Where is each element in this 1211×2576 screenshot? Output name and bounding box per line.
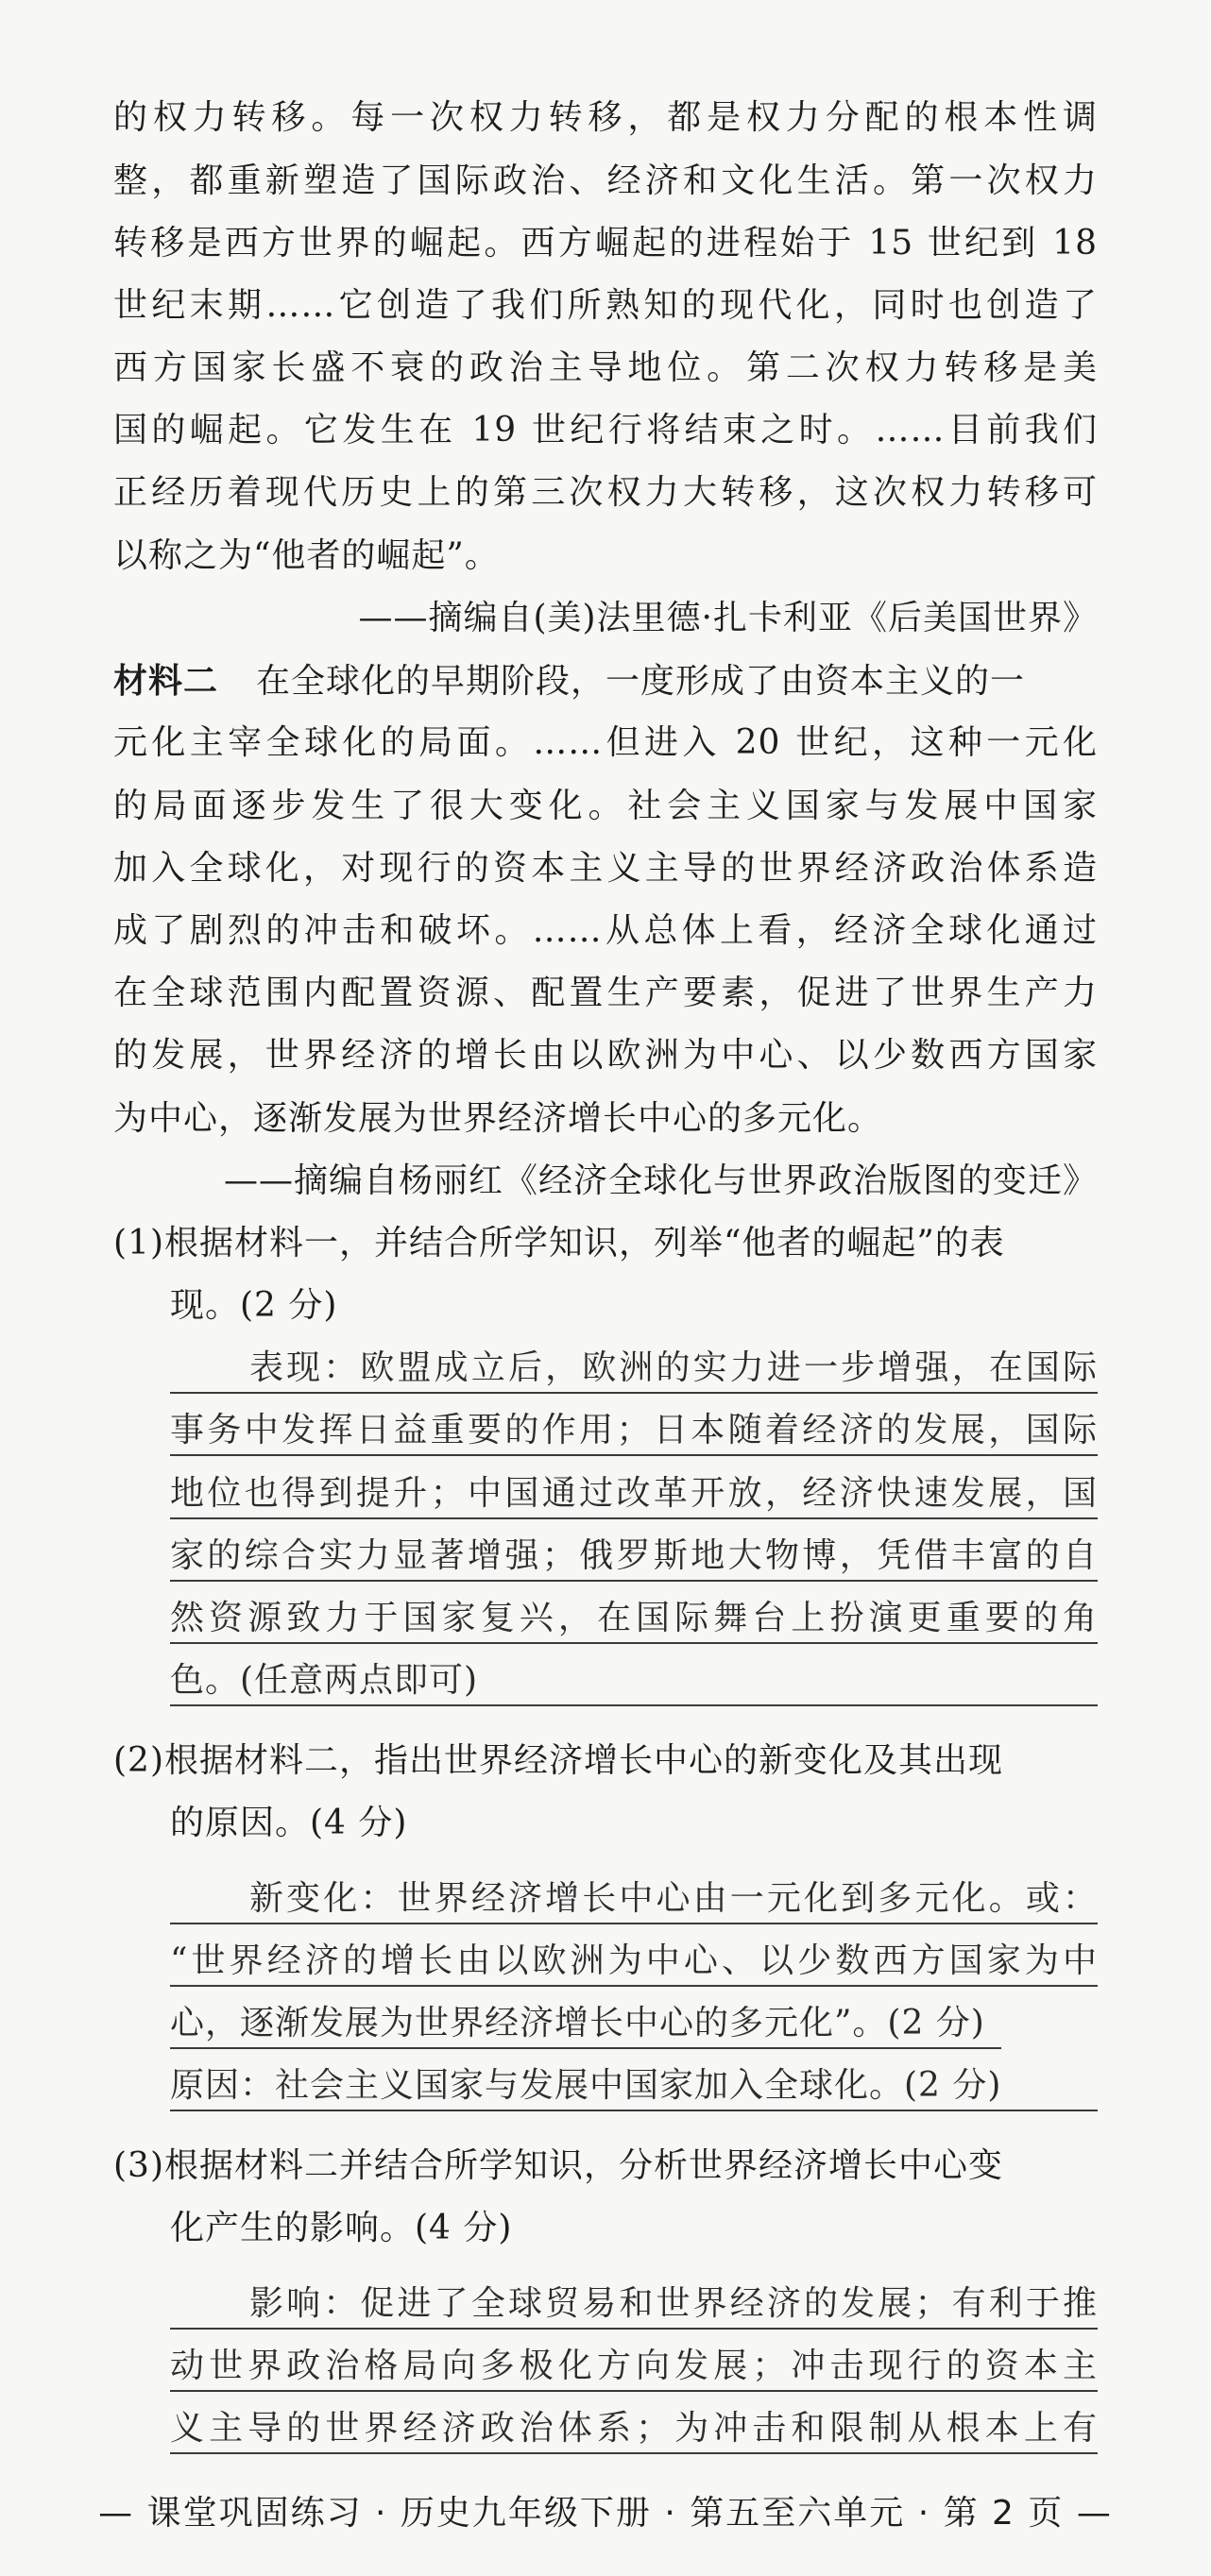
answer-2-line: 新变化：世界经济增长中心由一元化到多元化。或： (249, 1879, 1098, 1918)
material2-line: 的发展，世界经济的增长由以欧洲为中心、以少数西方国家 (113, 1036, 1098, 1075)
material2-line: 的局面逐步发生了很大变化。社会主义国家与发展中国家 (113, 787, 1098, 825)
material1-line: 的权力转移。每一次权力转移，都是权力分配的根本性调 (113, 98, 1098, 137)
answer-2-line: 心，逐渐发展为世界经济增长中心的多元化”。(2 分) (170, 2004, 985, 2042)
answer-rule (170, 1580, 1098, 1582)
material1-line: 国的崛起。它发生在 19 世纪行将结束之时。……目前我们 (113, 411, 1098, 449)
question-1-prompt: (1)根据材料一，并结合所学知识，列举“他者的崛起”的表 (113, 1224, 1005, 1263)
material2-line: 元化主宰全球化的局面。……但进入 20 世纪，这种一元化 (113, 723, 1098, 762)
question-3-prompt-cont: 化产生的影响。(4 分) (170, 2209, 513, 2247)
material2-line: 成了剧烈的冲击和破坏。……从总体上看，经济全球化通过 (113, 911, 1098, 950)
answer-3-line: 影响：促进了全球贸易和世界经济的发展；有利于推 (249, 2284, 1098, 2323)
answer-rule (170, 1392, 1098, 1394)
page-footer: — 课堂巩固练习 · 历史九年级下册 · 第五至六单元 · 第 2 页 — (98, 2494, 1113, 2533)
answer-1-line: 色。(任意两点即可) (170, 1661, 479, 1700)
answer-3-line: 义主导的世界经济政治体系；为冲击和限制从根本上有 (170, 2409, 1098, 2448)
question-3-prompt: (3)根据材料二并结合所学知识，分析世界经济增长中心变 (113, 2146, 1003, 2185)
answer-1-line: 然资源致力于国家复兴，在国际舞台上扮演更重要的角 (170, 1599, 1098, 1637)
material2-line: 在全球范围内配置资源、配置生产要素，促进了世界生产力 (113, 974, 1098, 1012)
answer-rule (170, 1642, 1098, 1644)
answer-1-line: 表现：欧盟成立后，欧洲的实力进一步增强，在国际 (249, 1348, 1098, 1387)
material1-line: 正经历着现代历史上的第三次权力大转移，这次权力转移可 (113, 473, 1098, 512)
answer-rule (170, 2047, 1001, 2049)
material1-line: 以称之为“他者的崛起”。 (113, 536, 500, 575)
material2-line: 加入全球化，对现行的资本主义主导的世界经济政治体系造 (113, 849, 1098, 888)
answer-2-line: “世界经济的增长由以欧洲为中心、以少数西方国家为中 (170, 1941, 1098, 1980)
material1-line: 西方国家长盛不衰的政治主导地位。第二次权力转移是美 (113, 348, 1098, 387)
answer-rule (170, 2452, 1098, 2454)
material2-line: 在全球化的早期阶段，一度形成了由资本主义的一 (256, 662, 1026, 701)
material2-line: 为中心，逐渐发展为世界经济增长中心的多元化。 (113, 1099, 883, 1138)
question-1-prompt-cont: 现。(2 分) (170, 1286, 338, 1325)
answer-rule (170, 2110, 1098, 2111)
answer-rule (170, 1704, 1098, 1706)
answer-1-line: 事务中发挥日益重要的作用；日本随着经济的发展，国际 (170, 1411, 1098, 1449)
answer-2-line: 原因：社会主义国家与发展中国家加入全球化。(2 分) (170, 2066, 1002, 2105)
answer-rule (170, 2390, 1098, 2392)
answer-3-line: 动世界政治格局向多极化方向发展；冲击现行的资本主 (170, 2347, 1098, 2385)
material1-source: ——摘编自(美)法里德·扎卡利亚《后美国世界》 (358, 599, 1098, 637)
material1-line: 转移是西方世界的崛起。西方崛起的进程始于 15 世纪到 18 (113, 224, 1098, 263)
question-2-prompt-cont: 的原因。(4 分) (170, 1804, 408, 1842)
material1-line: 世纪末期……它创造了我们所熟知的现代化，同时也创造了 (113, 286, 1098, 325)
answer-rule (170, 1517, 1098, 1519)
material2-first-line (113, 660, 1098, 703)
answer-rule (170, 2328, 1098, 2330)
material1-line: 整，都重新塑造了国际政治、经济和文化生活。第一次权力 (113, 161, 1098, 200)
answer-1-line: 家的综合实力显著增强；俄罗斯地大物博，凭借丰富的自 (170, 1536, 1098, 1575)
material2-label: 材料二 (113, 661, 219, 701)
answer-rule (170, 1454, 1098, 1456)
answer-rule (170, 1985, 1098, 1987)
answer-1-line: 地位也得到提升；中国通过改革开放，经济快速发展，国 (170, 1474, 1098, 1513)
material2-source: ——摘编自杨丽红《经济全球化与世界政治版图的变迁》 (223, 1161, 1098, 1200)
answer-rule (170, 1923, 1098, 1924)
question-2-prompt: (2)根据材料二，指出世界经济增长中心的新变化及其出现 (113, 1741, 1003, 1780)
